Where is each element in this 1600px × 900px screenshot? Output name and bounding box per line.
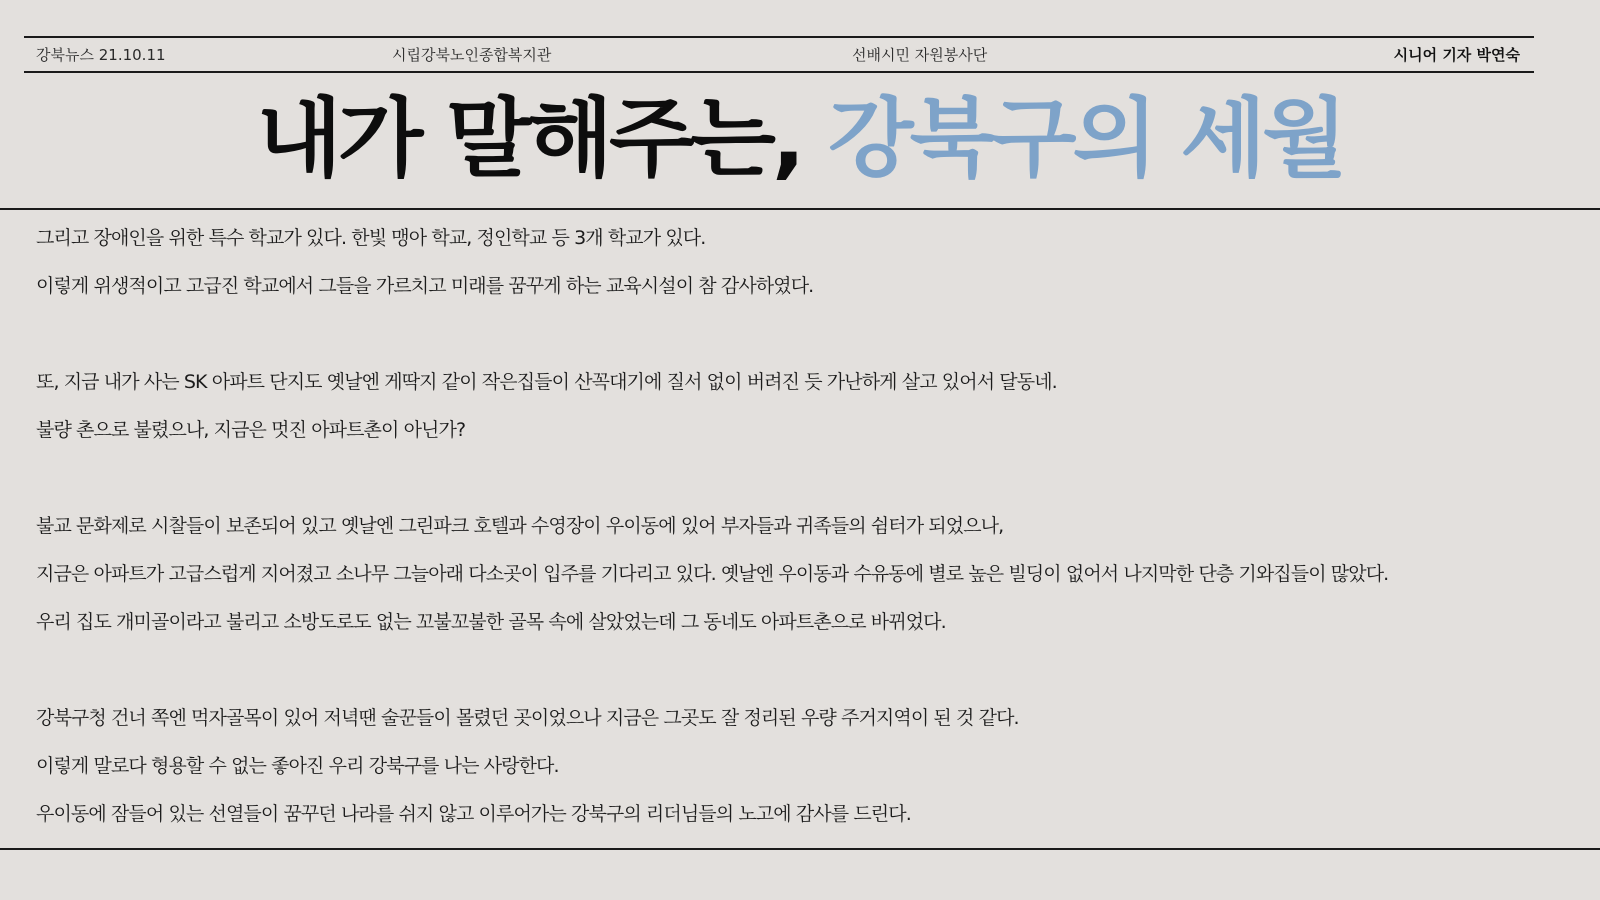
article-line: 그리고 장애인을 위한 특수 학교가 있다. 한빛 맹아 학교, 정인학교 등 3개 학교가 있다. [36, 227, 706, 249]
article-line: 강북구청 건너 쪽엔 먹자골목이 있어 저녁땐 술꾼들이 몰렸던 곳이었으나 지금은 그곳도 잘 정리된 우량 주거지역이 된 것 같다. [36, 707, 1019, 729]
organization-name: 시립강북노인종합복지관 [392, 46, 552, 64]
volunteer-group: 선배시민 자원봉사단 [852, 46, 988, 64]
top-divider [0, 208, 1600, 210]
paragraph-4 [36, 694, 1584, 838]
bottom-divider [0, 848, 1600, 850]
article-line: 또, 지금 내가 사는 SK 아파트 단지도 옛날엔 게딱지 같이 작은집들이 산꼭대기에 질서 없이 버려진 듯 가난하게 살고 있어서 달동네. [36, 371, 1057, 393]
article-line: 이렇게 위생적이고 고급진 학교에서 그들을 가르치고 미래를 꿈꾸게 하는 교육시설이 참 감사하였다. [36, 275, 814, 297]
article-line: 불량 촌으로 불렸으나, 지금은 멋진 아파트촌이 아닌가? [36, 419, 466, 441]
article-body [36, 214, 1584, 886]
article-line: 우리 집도 개미골이라고 불리고 소방도로도 없는 꼬불꼬불한 골목 속에 살았었는데 그 동네도 아파트촌으로 바뀌었다. [36, 611, 946, 633]
newspaper-header-bar [24, 36, 1534, 73]
paragraph-2 [36, 358, 1584, 454]
issue-date: 강북뉴스 21.10.11 [36, 46, 166, 64]
headline [0, 84, 1600, 194]
article-line: 우이동에 잠들어 있는 선열들이 꿈꾸던 나라를 쉬지 않고 이루어가는 강북구의 리더님들의 노고에 감사를 드린다. [36, 803, 911, 825]
headline-part-2: 강북구의 세월 [828, 89, 1344, 189]
paragraph-3 [36, 502, 1584, 646]
article-line: 불교 문화제로 시찰들이 보존되어 있고 옛날엔 그린파크 호텔과 수영장이 우이동에 있어 부자들과 귀족들의 쉼터가 되었으나, [36, 515, 1004, 537]
reporter-byline: 시니어 기자 박연숙 [1393, 46, 1520, 64]
headline-part-1: 내가 말해주는, [256, 89, 829, 189]
article-line: 이렇게 말로다 형용할 수 없는 좋아진 우리 강북구를 나는 사랑한다. [36, 755, 559, 777]
article-line: 지금은 아파트가 고급스럽게 지어졌고 소나무 그늘아래 다소곳이 입주를 기다리고 있다. 옛날엔 우이동과 수유동에 별로 높은 빌딩이 없어서 나지막한 단층 기와집들이 많았다. [36, 563, 1389, 585]
paragraph-1 [36, 214, 1584, 310]
